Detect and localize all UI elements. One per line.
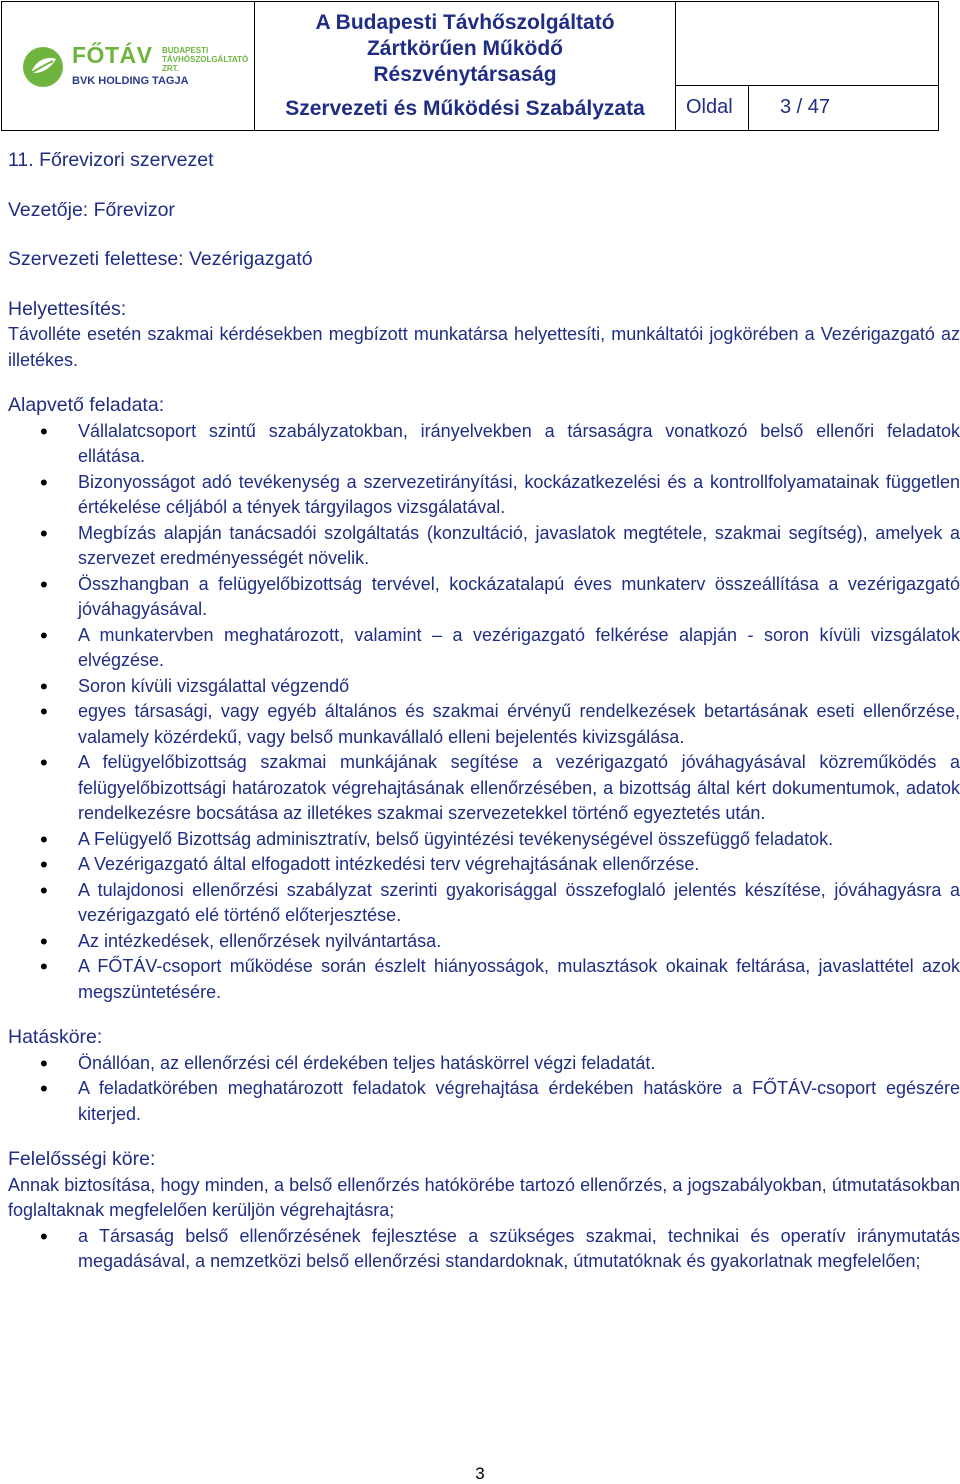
deputy-heading: Helyettesítés: [8,297,127,320]
footer-page-number: 3 [475,1464,485,1483]
tasks-list [8,419,960,1006]
list-item: • Megbízás alapján tanácsadói szolgáltatás (konzultáció, javaslatok megtétele, szakmai segítség), amelyek a szervezet eredményességét növelik. [8,521,960,572]
powers-list [8,1051,960,1128]
superior-line: Szervezeti felettese: Vezérigazgató [8,248,313,270]
list-item: • A Vezérigazgató által elfogadott intézkedési terv végrehajtásának ellenőrzése. [8,852,960,878]
leaf-logo-icon [22,46,64,88]
logo-brand-text: FŐTÁV [72,42,153,68]
list-item: • Bizonyosságot adó tevékenység a szervezetirányítási, kockázatkezelési és a kontrollfolyamatainak független értékelése céljából a tények tárgyilagos vizsgálatával. [8,470,960,521]
page-number: 3 / 47 [780,96,831,118]
header-title-line-4: Szervezeti és Működési Szabályzata [285,97,645,120]
list-item: • Soron kívüli vizsgálattal végzendő [8,674,960,700]
document-body [8,148,960,1275]
list-item: • a Társaság belső ellenőrzésének fejlesztése a szükséges szakmai, technikai és operatív iránymutatás megadásával, a nemzetközi belső ellenőrzési standardoknak, útmutatóknak és gyakorlatnak megfelelően; [8,1224,960,1275]
header-title-cell [255,2,676,131]
page-info-cell [676,2,939,131]
powers-heading: Hatásköre: [8,1026,103,1048]
logo-holding-text: BVK HOLDING TAGJA [72,75,189,87]
leader-line: Vezetője: Főrevizor [8,198,175,221]
header-title-line-2: Zártkörűen Működő [366,37,563,60]
deputy-text: Távolléte esetén szakmai kérdésekben megbízott munkatársa helyettesíti, munkáltatói jogkörében a Vezérigazgató az illetékes. [8,324,960,370]
list-item: • Önállóan, az ellenőrzési cél érdekében teljes hatáskörrel végzi feladatát. [8,1051,960,1077]
list-item: • Összhangban a felügyelőbizottság tervével, kockázatalapú éves munkaterv összeállítása a vezérigazgató jóváhagyásával. [8,572,960,623]
list-item: • A FŐTÁV-csoport működése során észlelt hiányosságok, mulasztások okainak feltárása, javaslattétel azok megszüntetésére. [8,954,960,1005]
responsibility-text: Annak biztosítása, hogy minden, a belső ellenőrzés hatókörébe tartozó ellenőrzés, a jogszabályokban, útmutatásokban foglaltaknak megfelelően kerüljön végrehajtásra; [8,1174,960,1220]
logo-subtitle: BUDAPESTI TÁVHŐSZOLGÁLTATÓ ZRT. [162,46,249,73]
list-item: • A munkatervben meghatározott, valamint – a vezérigazgató felkérése alapján - soron kívüli vizsgálatok elvégzése. [8,623,960,674]
responsibility-heading: Felelősségi köre: [8,1148,156,1170]
company-logo [16,42,249,98]
header-title-line-3: Részvénytársaság [373,63,557,86]
list-item: • A feladatkörében meghatározott feladatok végrehajtása érdekében hatásköre a FŐTÁV-csoport egészére kiterjed. [8,1076,960,1127]
responsibility-list [8,1224,960,1275]
page-label: Oldal [686,96,733,118]
list-item: • Vállalatcsoport szintű szabályzatokban, irányelvekben a társaságra vonatkozó belső ellenőri feladatok ellátása. [8,419,960,470]
list-item: • A felügyelőbizottság szakmai munkájának segítése a vezérigazgató jóváhagyásával közreműködés a felügyelőbizottsági határozatok végrehajtásának ellenőrzésében, a bizottság által kért dokumentumok, adatok rendelkezésre bocsátása az illetékes szakmai szervezetekkel történő egyeztetés után. [8,750,960,827]
list-item: • A Felügyelő Bizottság adminisztratív, belső ügyintézési tevékenységével összefüggő feladatok. [8,827,960,853]
logo-cell [2,2,255,131]
document-header [1,1,939,131]
section-title: 11. Főrevizori szervezet [8,149,214,171]
header-title-line-1: A Budapesti Távhőszolgáltató [315,11,615,34]
list-item: • A tulajdonosi ellenőrzési szabályzat szerinti gyakorisággal összefoglaló jelentés készítése, jóváhagyásra a vezérigazgató elé történő előterjesztése. [8,878,960,929]
tasks-heading: Alapvető feladata: [8,394,165,416]
list-item: • Az intézkedések, ellenőrzések nyilvántartása. [8,929,960,955]
list-item: • egyes társasági, vagy egyéb általános és szakmai érvényű rendelkezések betartásának eseti ellenőrzése, valamely közérdekű, vagy belső munkavállaló elleni bejelentés kivizsgálása. [8,699,960,750]
